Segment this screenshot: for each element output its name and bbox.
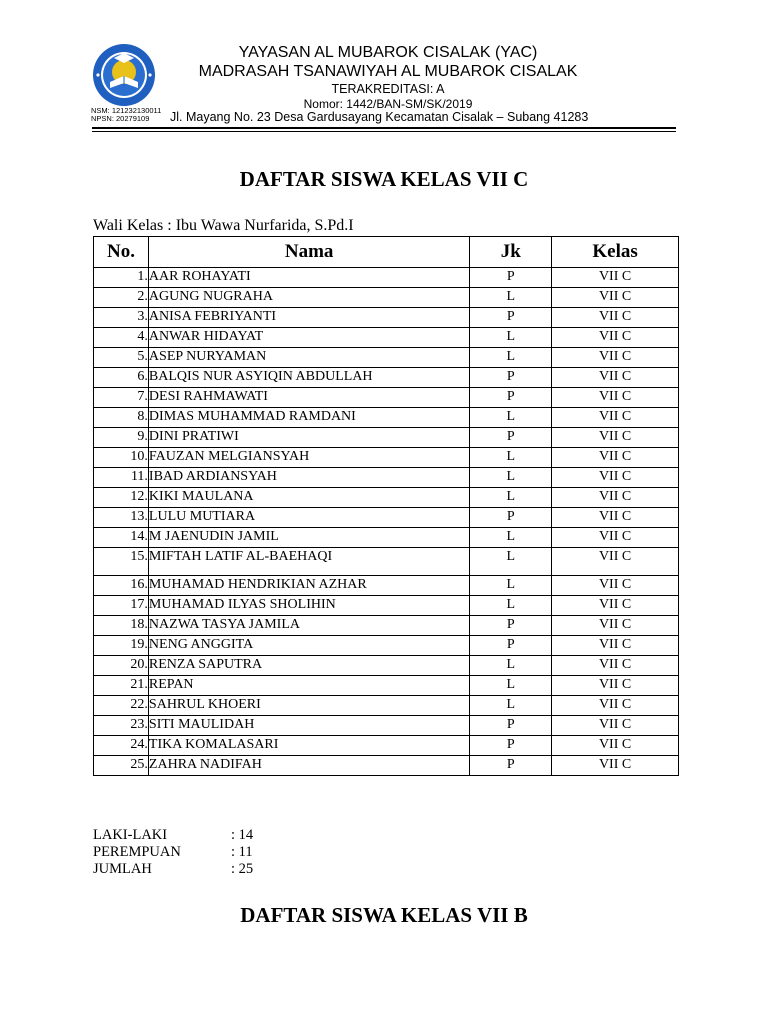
cell-no: 23.: [94, 716, 149, 736]
cell-jk: L: [470, 676, 552, 696]
cell-no: 13.: [94, 508, 149, 528]
cell-no: 6.: [94, 368, 149, 388]
kop-madrasah: MADRASAH TSANAWIYAH AL MUBAROK CISALAK: [198, 63, 578, 80]
table-row: [94, 408, 679, 428]
page-title: DAFTAR SISWA KELAS VII C: [239, 167, 529, 191]
cell-kelas: VII C: [552, 676, 679, 696]
cell-nama: DINI PRATIWI: [148, 428, 469, 448]
cell-kelas: VII C: [552, 508, 679, 528]
cell-kelas: VII C: [552, 348, 679, 368]
cell-nama: REPAN: [148, 676, 469, 696]
table-row: [94, 468, 679, 488]
kop-divider-thin: [92, 131, 676, 132]
rekap-jumlah-value: : 25: [231, 861, 254, 877]
cell-no: 24.: [94, 736, 149, 756]
table-header-row: [94, 237, 679, 268]
rekap-perempuan-value: : 11: [231, 844, 253, 860]
cell-jk: P: [470, 736, 552, 756]
cell-jk: P: [470, 756, 552, 776]
cell-kelas: VII C: [552, 388, 679, 408]
cell-nama: KIKI MAULANA: [148, 488, 469, 508]
cell-jk: L: [470, 448, 552, 468]
rekap-laki-value: : 14: [231, 827, 254, 843]
cell-nama: RENZA SAPUTRA: [148, 656, 469, 676]
cell-jk: L: [470, 408, 552, 428]
cell-no: 25.: [94, 756, 149, 776]
table-row: [94, 756, 679, 776]
cell-no: 11.: [94, 468, 149, 488]
rekap-perempuan-label: PEREMPUAN: [93, 844, 181, 860]
table-row: [94, 736, 679, 756]
table-row: [94, 368, 679, 388]
cell-kelas: VII C: [552, 268, 679, 288]
cell-jk: P: [470, 308, 552, 328]
kop-yayasan: YAYASAN AL MUBAROK CISALAK (YAC): [238, 44, 538, 61]
cell-jk: L: [470, 656, 552, 676]
table-row: [94, 288, 679, 308]
cell-kelas: VII C: [552, 576, 679, 596]
cell-kelas: VII C: [552, 288, 679, 308]
cell-nama: ANISA FEBRIYANTI: [148, 308, 469, 328]
cell-nama: SAHRUL KHOERI: [148, 696, 469, 716]
cell-jk: L: [470, 348, 552, 368]
cell-kelas: VII C: [552, 408, 679, 428]
cell-jk: P: [470, 268, 552, 288]
cell-no: 16.: [94, 576, 149, 596]
rekap-jumlah: [93, 861, 253, 878]
cell-kelas: VII C: [552, 368, 679, 388]
student-table: [93, 236, 679, 776]
cell-kelas: VII C: [552, 736, 679, 756]
cell-nama: NAZWA TASYA JAMILA: [148, 616, 469, 636]
table-row: [94, 616, 679, 636]
cell-jk: P: [470, 716, 552, 736]
cell-kelas: VII C: [552, 656, 679, 676]
cell-no: 20.: [94, 656, 149, 676]
cell-nama: SITI MAULIDAH: [148, 716, 469, 736]
cell-no: 15.: [94, 548, 149, 576]
cell-jk: L: [470, 288, 552, 308]
rekap-jumlah-label: JUMLAH: [93, 861, 152, 877]
table-row: [94, 528, 679, 548]
cell-no: 12.: [94, 488, 149, 508]
table-row: [94, 328, 679, 348]
cell-nama: AAR ROHAYATI: [148, 268, 469, 288]
cell-kelas: VII C: [552, 716, 679, 736]
col-header-kelas: Kelas: [552, 237, 679, 268]
cell-no: 17.: [94, 596, 149, 616]
rekap-laki: [93, 827, 253, 844]
cell-kelas: VII C: [552, 756, 679, 776]
table-row: [94, 508, 679, 528]
cell-jk: P: [470, 428, 552, 448]
kop-akreditasi: TERAKREDITASI: A: [331, 82, 445, 96]
cell-kelas: VII C: [552, 468, 679, 488]
cell-jk: P: [470, 368, 552, 388]
table-row: [94, 488, 679, 508]
cell-jk: L: [470, 596, 552, 616]
cell-nama: ANWAR HIDAYAT: [148, 328, 469, 348]
table-row: [94, 308, 679, 328]
cell-nama: DIMAS MUHAMMAD RAMDANI: [148, 408, 469, 428]
cell-kelas: VII C: [552, 328, 679, 348]
next-section-title: DAFTAR SISWA KELAS VII B: [240, 903, 528, 927]
cell-jk: P: [470, 636, 552, 656]
table-row: [94, 596, 679, 616]
kop-alamat: Jl. Mayang No. 23 Desa Gardusayang Kecamatan Cisalak – Subang 41283: [170, 110, 589, 124]
cell-jk: L: [470, 576, 552, 596]
cell-no: 4.: [94, 328, 149, 348]
cell-no: 14.: [94, 528, 149, 548]
cell-jk: P: [470, 388, 552, 408]
cell-kelas: VII C: [552, 596, 679, 616]
cell-kelas: VII C: [552, 428, 679, 448]
kop-nomor: Nomor: 1442/BAN-SM/SK/2019: [303, 97, 473, 111]
rekap-summary: [93, 827, 253, 878]
cell-jk: L: [470, 548, 552, 576]
table-row: [94, 676, 679, 696]
rekap-laki-label: LAKI-LAKI: [93, 827, 168, 843]
cell-no: 22.: [94, 696, 149, 716]
cell-nama: DESI RAHMAWATI: [148, 388, 469, 408]
cell-nama: MUHAMAD HENDRIKIAN AZHAR: [148, 576, 469, 596]
table-row: [94, 448, 679, 468]
cell-kelas: VII C: [552, 696, 679, 716]
cell-nama: M JAENUDIN JAMIL: [148, 528, 469, 548]
cell-nama: BALQIS NUR ASYIQIN ABDULLAH: [148, 368, 469, 388]
wali-kelas: Wali Kelas : Ibu Wawa Nurfarida, S.Pd.I: [93, 217, 354, 234]
table-row: [94, 696, 679, 716]
cell-nama: MUHAMAD ILYAS SHOLIHIN: [148, 596, 469, 616]
cell-no: 3.: [94, 308, 149, 328]
cell-no: 10.: [94, 448, 149, 468]
cell-nama: AGUNG NUGRAHA: [148, 288, 469, 308]
cell-kelas: VII C: [552, 488, 679, 508]
cell-jk: P: [470, 508, 552, 528]
cell-no: 9.: [94, 428, 149, 448]
cell-nama: LULU MUTIARA: [148, 508, 469, 528]
table-row: [94, 428, 679, 448]
cell-nama: MIFTAH LATIF AL-BAEHAQI: [148, 548, 469, 576]
kop-npsn: NPSN: 20279109: [91, 114, 150, 123]
cell-no: 7.: [94, 388, 149, 408]
cell-no: 8.: [94, 408, 149, 428]
cell-jk: L: [470, 696, 552, 716]
cell-nama: IBAD ARDIANSYAH: [148, 468, 469, 488]
col-header-jk: Jk: [470, 237, 552, 268]
cell-kelas: VII C: [552, 308, 679, 328]
cell-jk: P: [470, 616, 552, 636]
cell-no: 21.: [94, 676, 149, 696]
table-row: [94, 576, 679, 596]
cell-jk: L: [470, 468, 552, 488]
cell-jk: L: [470, 328, 552, 348]
cell-nama: ZAHRA NADIFAH: [148, 756, 469, 776]
rekap-perempuan: [93, 844, 253, 861]
cell-nama: ASEP NURYAMAN: [148, 348, 469, 368]
table-row: [94, 548, 679, 576]
col-header-nama: Nama: [148, 237, 469, 268]
kop-divider-thick: [92, 127, 676, 129]
cell-jk: L: [470, 528, 552, 548]
cell-kelas: VII C: [552, 616, 679, 636]
cell-kelas: VII C: [552, 548, 679, 576]
kop-nsm: NSM: 121232130011: [91, 106, 162, 115]
cell-no: 19.: [94, 636, 149, 656]
cell-no: 18.: [94, 616, 149, 636]
table-row: [94, 388, 679, 408]
table-row: [94, 656, 679, 676]
cell-nama: FAUZAN MELGIANSYAH: [148, 448, 469, 468]
cell-kelas: VII C: [552, 636, 679, 656]
cell-jk: L: [470, 488, 552, 508]
table-row: [94, 348, 679, 368]
table-row: [94, 716, 679, 736]
cell-kelas: VII C: [552, 448, 679, 468]
cell-nama: TIKA KOMALASARI: [148, 736, 469, 756]
col-header-no: No.: [94, 237, 149, 268]
cell-no: 1.: [94, 268, 149, 288]
table-row: [94, 636, 679, 656]
cell-no: 2.: [94, 288, 149, 308]
table-row: [94, 268, 679, 288]
cell-nama: NENG ANGGITA: [148, 636, 469, 656]
cell-kelas: VII C: [552, 528, 679, 548]
cell-no: 5.: [94, 348, 149, 368]
